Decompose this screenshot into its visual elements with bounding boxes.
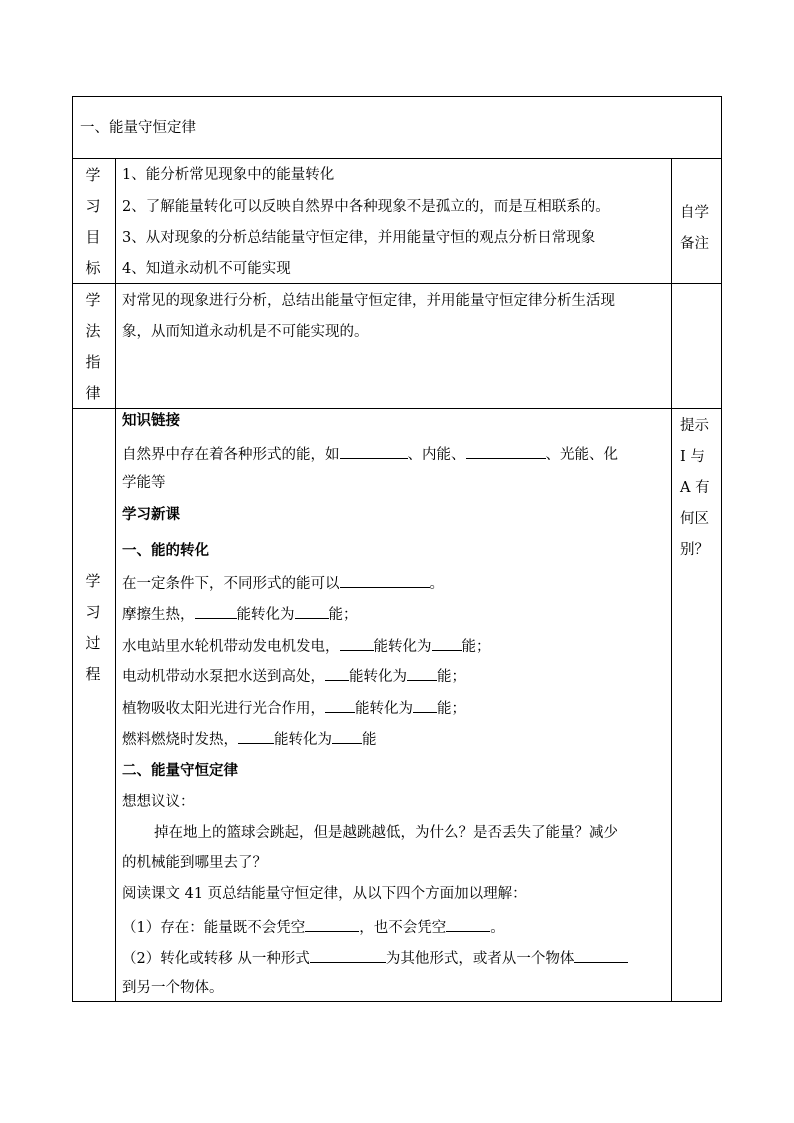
row-divider [72,408,722,409]
understanding-point: （2）转化或转移 从一种形式 为其他形式，或者从一个物体 [122,948,628,968]
knowledge-line: 自然界中存在着各种形式的能，如 、内能、 、光能、化 [122,444,618,464]
self-study-note: 自学 备注 [680,205,709,252]
process-label: 学 习 过 程 [85,572,101,683]
fill-blank[interactable] [413,698,437,713]
fill-blank[interactable] [574,948,628,963]
fill-blank[interactable] [466,444,546,459]
objective-item: 2、了解能量转化可以反映自然界中各种现象不是孤立的，而是互相联系的。 [122,199,610,215]
objective-item: 3、从对现象的分析总结能量守恒定律，并用能量守恒的观点分析日常现象 [122,230,596,246]
fill-blank[interactable] [295,604,329,619]
hint-note: 提示 I 与 A 有 何区 别？ [680,418,710,558]
discussion-prompt: 想想议议： [122,794,195,810]
fill-blank[interactable] [195,604,237,619]
objective-item: 1、能分析常见现象中的能量转化 [122,167,335,183]
fill-blank[interactable] [340,636,374,651]
section-title: 一、能量守恒定律 [80,120,196,136]
objectives-label: 学 习 目 标 [85,166,101,277]
conversion-example: 水电站里水轮机带动发电机发电， 能转化为 能； [122,636,491,656]
row-divider [72,283,722,284]
conversion-intro: 在一定条件下，不同形式的能可以 。 [122,573,444,593]
fill-blank[interactable] [340,573,430,588]
conversion-example: 植物吸收太阳光进行光合作用， 能转化为 能； [122,698,466,718]
fill-blank[interactable] [305,917,359,932]
column-divider [115,158,116,1002]
discussion-question: 掉在地上的篮球会跳起，但是越跳越低，为什么？是否丢失了能量？减少 [154,825,618,841]
section-heading: 一、能的转化 [122,542,209,559]
fill-blank[interactable] [238,729,274,744]
method-line: 象，从而知道永动机是不可能实现的。 [122,324,369,340]
fill-blank[interactable] [340,444,408,459]
fill-blank[interactable] [325,666,349,681]
fill-blank[interactable] [310,948,386,963]
column-divider [671,158,672,1002]
row-divider [72,158,722,159]
new-lesson-heading: 学习新课 [122,506,180,523]
understanding-point: （1）存在：能量既不会凭空 ，也不会凭空 。 [122,917,505,937]
understanding-point: 到另一个物体。 [122,980,224,996]
fill-blank[interactable] [446,917,490,932]
section-heading: 二、能量守恒定律 [122,762,238,779]
knowledge-heading: 知识链接 [122,412,180,429]
fill-blank[interactable] [407,666,437,681]
method-label: 学 法 指 律 [85,291,101,402]
conversion-example: 电动机带动水泵把水送到高处， 能转化为 能； [122,666,466,686]
fill-blank[interactable] [432,636,462,651]
knowledge-line: 学能等 [122,475,166,491]
objective-item: 4、知道永动机不可能实现 [122,261,291,277]
fill-blank[interactable] [325,698,355,713]
fill-blank[interactable] [332,729,362,744]
method-line: 对常见的现象进行分析，总结出能量守恒定律，并用能量守恒定律分析生活现 [122,293,615,309]
conversion-example: 燃料燃烧时发热， 能转化为 能 [122,729,377,749]
reading-instruction: 阅读课文 41 页总结能量守恒定律，从以下四个方面加以理解： [122,886,527,902]
conversion-example: 摩擦生热， 能转化为 能； [122,604,358,624]
discussion-question: 的机械能到哪里去了？ [122,855,267,871]
